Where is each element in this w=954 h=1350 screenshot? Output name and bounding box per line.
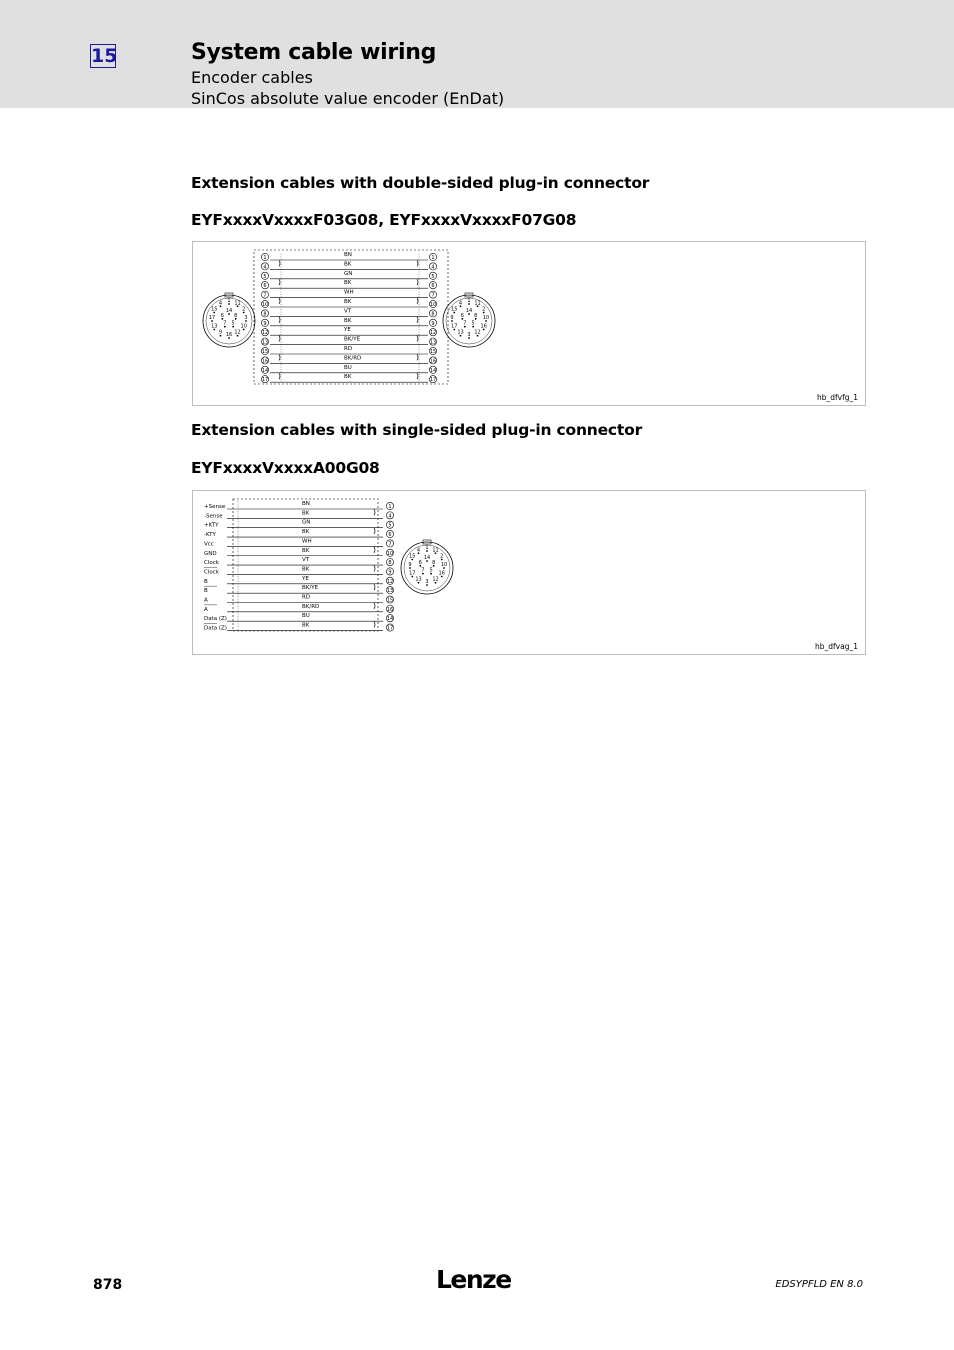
male2-pin-label-16: 6	[418, 559, 422, 566]
female-pin-label-3: 3	[244, 315, 248, 321]
male2-pin-label-7: 13	[415, 576, 422, 583]
pin-s-11: 16	[386, 606, 394, 613]
twist-left-9	[279, 336, 280, 342]
male-pin-label-5: 12	[474, 329, 481, 336]
pin-left-10: 15	[261, 349, 269, 355]
model-code-single: EYFxxxxVxxxxA00G08	[191, 459, 380, 477]
male-pin-label-8: 17	[451, 323, 458, 330]
wire-color-10: RD	[344, 346, 353, 352]
wire-color-s-1: BK	[302, 510, 310, 517]
signal-label-11: A	[204, 606, 208, 613]
pin-right-2: 5	[431, 273, 435, 280]
model-code-double: EYFxxxxVxxxxF03G08, EYFxxxxVxxxxF07G08	[191, 211, 577, 229]
male-pin-label-12: 14	[465, 308, 473, 314]
signal-label-3: -KTY	[204, 532, 216, 539]
wire-color-s-6: VT	[302, 557, 310, 564]
wire-color-11: BK/RD	[344, 355, 362, 362]
pin-left-2: 5	[263, 273, 267, 280]
twist-right-3	[417, 279, 418, 285]
connector-male-single-icon	[401, 540, 453, 594]
section-heading-single: Extension cables with single-sided plug-in connector	[191, 421, 643, 439]
connector-male-icon	[443, 293, 495, 347]
wire-color-s-9: BK/YE	[302, 585, 319, 592]
male-pin-label-9: 9	[450, 315, 454, 321]
twist-right-7	[417, 317, 418, 323]
female-pin-label-8: 13	[211, 323, 218, 330]
male2-pin-label-11: 4	[416, 547, 421, 554]
female-pin-label-12: 14	[225, 308, 233, 314]
twist-left-7	[279, 317, 280, 323]
twist-right-11	[417, 354, 418, 360]
signal-label-8: B	[204, 578, 208, 585]
section-heading-double: Extension cables with double-sided plug-in connector	[191, 174, 650, 192]
pin-right-9: 13	[429, 339, 437, 346]
female-pin-label-9: 17	[208, 315, 216, 321]
twist-s-13	[374, 622, 375, 628]
pin-right-3: 6	[431, 283, 435, 290]
signal-label-7: Clock	[204, 569, 219, 576]
pin-left-3: 6	[263, 283, 267, 290]
pin-right-11: 16	[429, 358, 437, 365]
twist-s-5	[374, 547, 375, 553]
chapter-number: 15	[91, 45, 118, 67]
pin-s-3: 6	[388, 532, 392, 539]
pin-left-12: 14	[261, 367, 269, 374]
pin-left-7: 9	[263, 320, 267, 327]
pin-s-6: 8	[388, 560, 392, 567]
twist-left-13	[279, 373, 280, 379]
male2-pin-label-13: 8	[432, 559, 436, 566]
pin-left-11: 16	[261, 358, 269, 365]
pin-right-12: 14	[429, 367, 437, 374]
wire-color-13: BK	[344, 374, 352, 381]
female-pin-label-10: 15	[211, 306, 218, 313]
male-pin-label-14: 5	[471, 320, 475, 327]
female-pin-label-4: 10	[240, 323, 247, 330]
male2-pin-label-12: 14	[423, 555, 431, 561]
wire-color-s-3: BK	[302, 529, 310, 536]
male2-pin-label-14: 5	[429, 567, 433, 574]
male2-pin-label-8: 17	[409, 570, 416, 577]
signal-label-4: Vcc	[204, 541, 214, 548]
wire-color-2: GN	[344, 270, 353, 277]
male-pin-label-7: 13	[457, 329, 464, 336]
twist-s-9	[374, 584, 375, 590]
male2-pin-label-3: 10	[440, 562, 448, 568]
twist-s-3	[374, 528, 375, 534]
female-pin-label-1: 11	[234, 300, 241, 307]
male2-pin-label-6: 3	[425, 579, 429, 585]
pin-right-7: 9	[431, 320, 435, 327]
twist-s-11	[374, 603, 375, 609]
page-number: 878	[93, 1277, 123, 1293]
twist-right-9	[417, 336, 418, 342]
twist-left-3	[279, 279, 280, 285]
male2-pin-label-9: 9	[408, 562, 412, 568]
wiring-diagram-single	[193, 491, 865, 654]
female-pin-label-14: 5	[231, 320, 235, 327]
pin-right-8: 12	[429, 330, 437, 337]
wire-color-4: WH	[344, 289, 354, 296]
lenze-logo: Lenze	[436, 1265, 511, 1294]
pin-right-5: 10	[429, 302, 437, 308]
pin-s-10: 15	[386, 597, 394, 604]
pin-right-13: 17	[429, 377, 437, 384]
pin-s-2: 5	[388, 522, 392, 529]
wire-color-s-0: BN	[302, 501, 310, 507]
pin-right-4: 7	[431, 292, 435, 299]
male-pin-label-6: 3	[467, 332, 471, 338]
male-pin-label-4: 16	[480, 323, 487, 330]
female-pin-label-5: 12	[234, 329, 241, 336]
female-pin-label-11: 4	[218, 300, 223, 307]
wire-color-3: BK	[344, 280, 352, 287]
wire-color-0: BN	[344, 252, 352, 258]
male-pin-label-2: 2	[482, 306, 486, 313]
signal-label-10: A	[204, 597, 208, 604]
signal-label-9: B	[204, 588, 208, 595]
connector-female-icon	[203, 293, 255, 347]
pin-s-7: 9	[388, 569, 392, 576]
male2-pin-label-4: 16	[438, 570, 445, 577]
pin-s-9: 13	[386, 588, 394, 595]
pin-right-0: 1	[431, 255, 435, 261]
document-id: EDSYPFLD EN 8.0	[775, 1279, 863, 1290]
male2-pin-label-1: 11	[432, 547, 439, 554]
female-pin-label-2: 2	[242, 306, 246, 313]
twist-left-5	[279, 298, 280, 304]
pin-left-1: 4	[263, 264, 267, 271]
male-pin-label-1: 11	[474, 300, 481, 307]
female-pin-label-15: 7	[223, 320, 227, 327]
twist-right-1	[417, 260, 418, 266]
wire-color-s-2: GN	[302, 519, 311, 526]
pin-left-13: 17	[261, 377, 269, 384]
wire-color-s-12: BU	[302, 613, 310, 620]
twist-left-11	[279, 354, 280, 360]
pin-s-1: 4	[388, 513, 392, 520]
wire-color-s-7: BK	[302, 566, 310, 573]
page-title: System cable wiring	[191, 40, 437, 65]
wire-color-s-13: BK	[302, 622, 310, 629]
wire-color-s-10: RD	[302, 594, 311, 601]
wire-color-1: BK	[344, 261, 352, 268]
pin-right-1: 4	[431, 264, 435, 271]
pin-right-10: 15	[429, 349, 437, 355]
male-pin-label-3: 10	[482, 315, 490, 321]
signal-label-5: GND	[204, 550, 217, 557]
twist-s-7	[374, 565, 375, 571]
figure-id-single: hb_dfvag_1	[815, 642, 858, 651]
male-pin-label-16: 6	[460, 312, 464, 319]
female-pin-label-0: 1	[227, 298, 231, 304]
pin-left-8: 12	[261, 330, 269, 337]
female-pin-label-6: 16	[225, 332, 233, 338]
wire-color-s-11: BK/RD	[302, 603, 320, 610]
female-pin-label-7: 9	[218, 329, 223, 336]
pin-s-12: 14	[386, 616, 394, 623]
pin-left-5: 10	[261, 302, 269, 308]
wire-color-s-5: BK	[302, 547, 310, 554]
pin-s-4: 7	[388, 541, 392, 548]
signal-label-12: Data (Z)	[204, 616, 227, 623]
pin-s-5: 10	[386, 550, 394, 557]
twist-s-1	[374, 509, 375, 515]
signal-label-0: +Sense	[204, 504, 226, 510]
male-pin-label-0: 1	[467, 298, 471, 304]
male-pin-label-15: 7	[463, 320, 467, 327]
signal-label-1: -Sense	[204, 513, 223, 520]
wire-color-s-8: YE	[302, 575, 309, 582]
wiring-figure-single	[192, 490, 866, 655]
signal-label-6: Clock	[204, 560, 219, 567]
male-pin-label-11: 4	[458, 300, 463, 307]
twist-right-5	[417, 298, 418, 304]
pin-s-8: 12	[386, 578, 394, 585]
female-pin-label-13: 8	[234, 312, 238, 319]
male2-pin-label-10: 15	[409, 553, 416, 560]
wiring-diagram-double	[193, 242, 865, 405]
wiring-figure-double	[192, 241, 866, 406]
wire-color-s-4: WH	[302, 538, 312, 545]
signal-label-13: Data (Z)	[204, 625, 227, 632]
male2-pin-label-0: 1	[425, 545, 429, 551]
wire-color-12: BU	[344, 364, 352, 371]
wire-color-8: YE	[344, 327, 351, 334]
wire-color-6: VT	[344, 308, 352, 315]
male2-pin-label-5: 12	[432, 576, 439, 583]
page-subtitle-1: Encoder cables	[191, 68, 313, 87]
wire-color-7: BK	[344, 317, 352, 324]
pin-left-0: 1	[263, 255, 267, 261]
wire-color-9: BK/YE	[344, 336, 361, 343]
pin-s-13: 17	[386, 625, 394, 632]
male2-pin-label-15: 7	[421, 567, 425, 574]
page-subtitle-2: SinCos absolute value encoder (EnDat)	[191, 89, 505, 108]
twist-left-1	[279, 260, 280, 266]
female-pin-label-16: 6	[220, 312, 224, 319]
signal-label-2: +KTY	[204, 522, 219, 529]
pin-left-4: 7	[263, 292, 267, 299]
male2-pin-label-2: 2	[440, 553, 444, 560]
figure-id-double: hb_dfvfg_1	[816, 393, 858, 402]
male-pin-label-13: 8	[474, 312, 478, 319]
male-pin-label-10: 15	[451, 306, 458, 313]
twist-right-13	[417, 373, 418, 379]
pin-right-6: 8	[431, 311, 435, 318]
wire-color-5: BK	[344, 299, 352, 305]
pin-left-9: 13	[261, 339, 269, 346]
pin-left-6: 8	[263, 311, 267, 318]
pin-s-0: 1	[388, 504, 392, 510]
